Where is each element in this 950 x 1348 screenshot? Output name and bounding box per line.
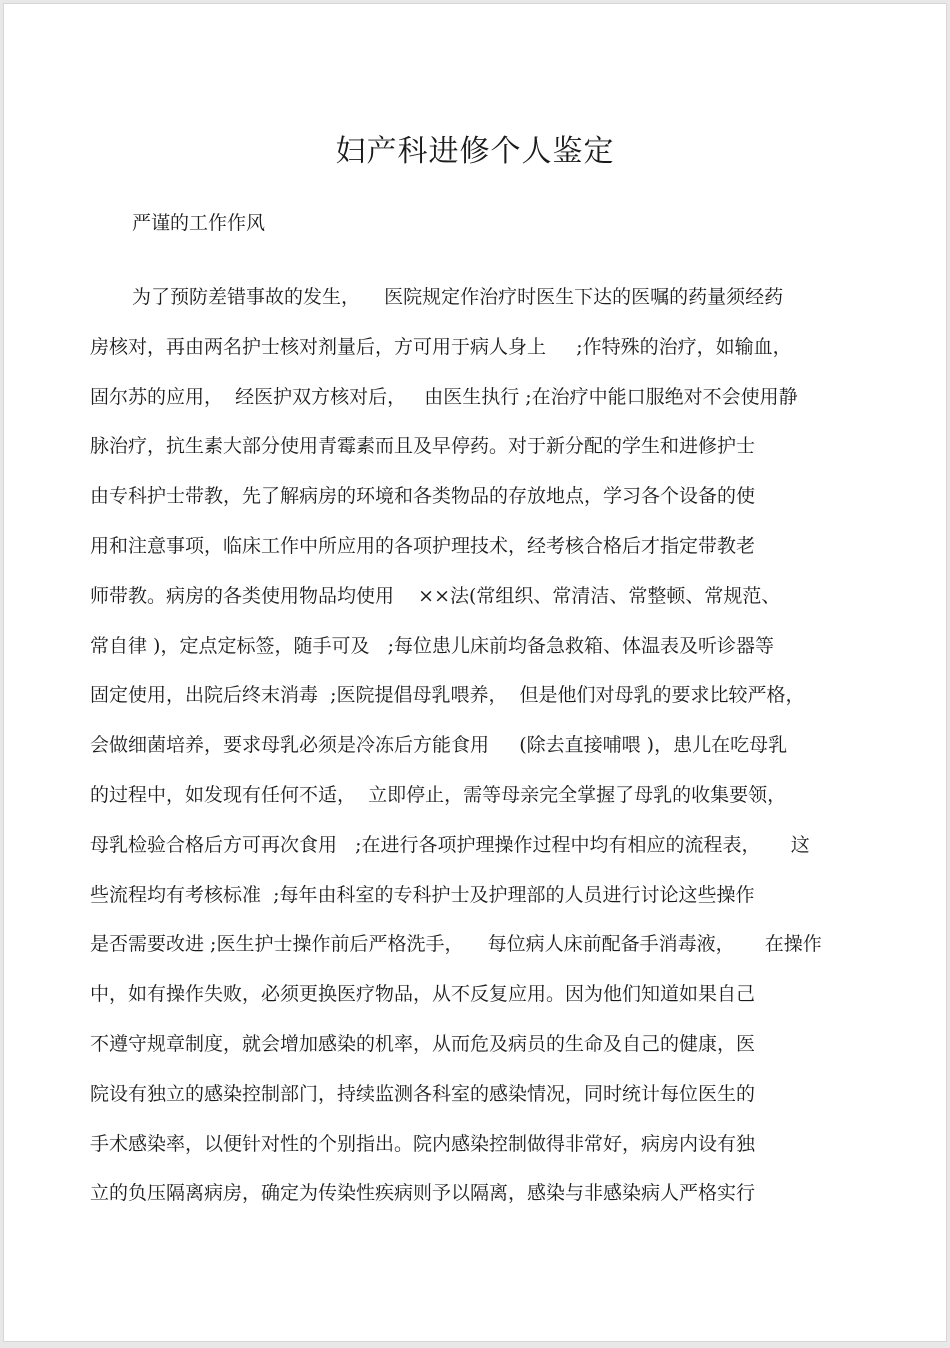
text-line: 会做细菌培养，要求母乳必须是冷冻后方能食用 (除去直接哺喂 )，患儿在吃母乳 [90, 734, 788, 757]
text-line: 脉治疗，抗生素大部分使用青霉素而且及早停药。对于新分配的学生和进修护士 [90, 435, 756, 458]
text-line: 是否需要改进 ;医生护士操作前后严格洗手， 每位病人床前配备手消毒液， 在操作 [90, 933, 822, 956]
text-line: 院设有独立的感染控制部门，持续监测各科室的感染情况，同时统计每位医生的 [90, 1082, 756, 1105]
text-line: 母乳检验合格后方可再次食用 ;在进行各项护理操作过程中均有相应的流程表， 这 [90, 833, 810, 856]
text-line: 固尔苏的应用， 经医护双方核对后， 由医生执行 ;在治疗中能口服绝对不会使用静 [90, 385, 798, 408]
text-line: 固定使用，出院后终末消毒 ;医院提倡母乳喂养， 但是他们对母乳的要求比较严格， [90, 684, 805, 707]
document-page [3, 3, 947, 1342]
text-line: 手术感染率，以便针对性的个别指出。院内感染控制做得非常好，病房内设有独 [90, 1132, 756, 1155]
section-heading: 严谨的工作作风 [132, 212, 266, 234]
body-text [90, 282, 880, 1228]
text-line: 房核对，再由两名护士核对剂量后，方可用于病人身上 ;作特殊的治疗，如输血， [90, 335, 792, 358]
text-line: 些流程均有考核标准 ;每年由科室的专科护士及护理部的人员进行讨论这些操作 [90, 883, 755, 906]
text-line: 师带教。病房的各类使用物品均使用 ××法(常组织、常清洁、常整顿、常规范、 [90, 584, 781, 607]
text-line: 的过程中，如发现有任何不适， 立即停止，需等母亲完全掌握了母乳的收集要领， [90, 783, 787, 806]
text-line: 不遵守规章制度，就会增加感染的机率，从而危及病员的生命及自己的健康，医 [90, 1032, 756, 1055]
text-line: 用和注意事项，临床工作中所应用的各项护理技术，经考核合格后才指定带教老 [90, 534, 756, 557]
document-title: 妇产科进修个人鉴定 [335, 134, 615, 169]
text-line: 立的负压隔离病房，确定为传染性疾病则予以隔离，感染与非感染病人严格实行 [90, 1182, 756, 1205]
text-line: 为了预防差错事故的发生， 医院规定作治疗时医生下达的医嘱的药量须经药 [132, 286, 784, 308]
text-line: 由专科护士带教，先了解病房的环境和各类物品的存放地点，学习各个设备的使 [90, 485, 756, 508]
text-line: 中，如有操作失败，必须更换医疗物品，从不反复应用。因为他们知道如果自己 [90, 983, 756, 1006]
text-line: 常自律 )，定点定标签，随手可及 ;每位患儿床前均备急救箱、体温表及听诊器等 [90, 634, 774, 657]
